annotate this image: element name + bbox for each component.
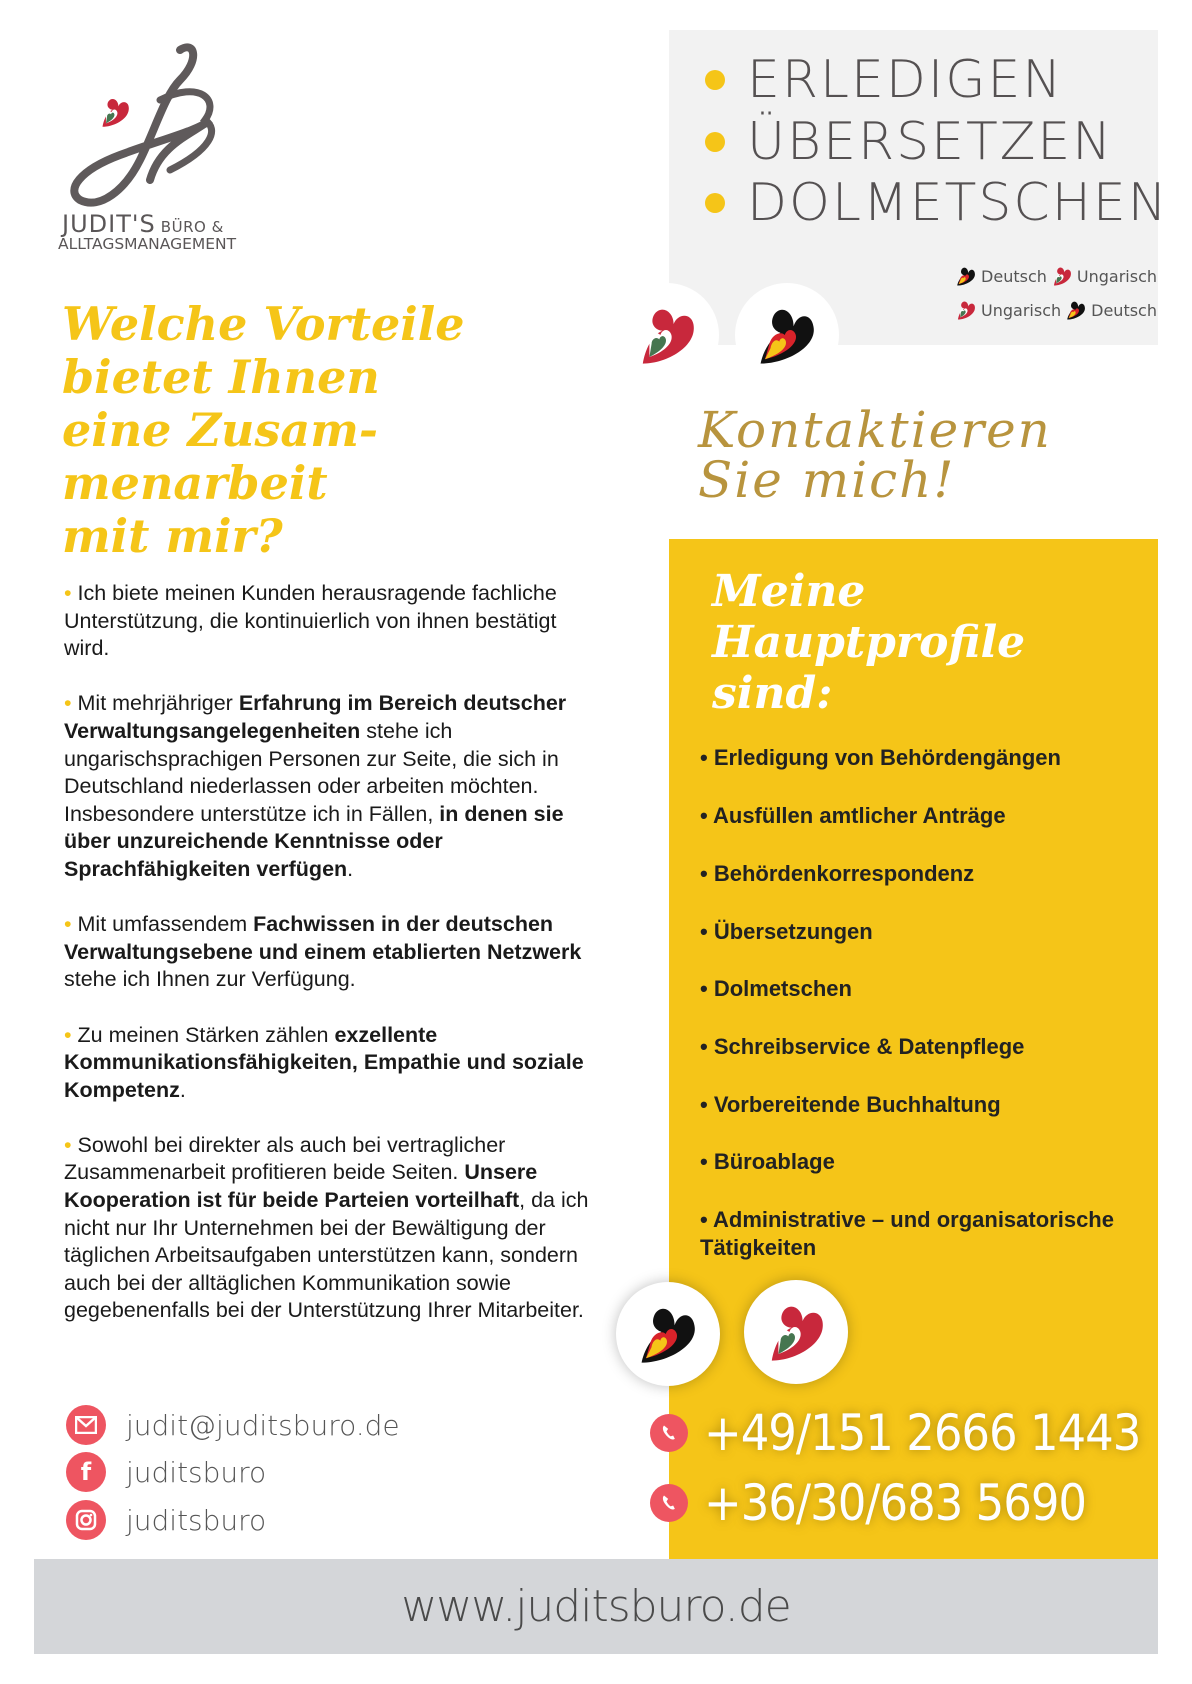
benefits-heading — [62, 298, 542, 563]
benefit-paragraph — [64, 580, 589, 663]
phone-text: +36/30/683 5690 — [704, 1474, 1087, 1532]
language-to: Deutsch — [1091, 300, 1157, 320]
language-pair — [955, 299, 1157, 321]
profile-item: • Büroablage — [700, 1149, 835, 1174]
website-link[interactable]: www.juditsburo.de — [401, 1581, 791, 1632]
text: Mit umfassendem — [77, 912, 254, 937]
german-heart-icon — [955, 265, 977, 287]
facebook-contact[interactable] — [66, 1452, 266, 1492]
bullet-icon: • — [64, 1022, 78, 1047]
logo-line2: ALLTAGSMANAGEMENT — [58, 235, 237, 253]
profile-item: • Administrative – und organisatorische Tätigkeiten — [700, 1207, 1114, 1260]
text: . — [347, 856, 354, 881]
hungarian-heart-badge — [744, 1280, 848, 1384]
service-item — [705, 112, 1113, 172]
heading-line: Sie mich! — [698, 451, 956, 509]
bullet-icon — [705, 193, 725, 213]
heading-line: mit mir? — [62, 509, 283, 563]
facebook-icon: f — [66, 1452, 106, 1492]
service-label: ÜBERSETZEN — [747, 112, 1114, 172]
heading-line: Hauptprofile — [712, 617, 1026, 668]
bullet-icon: • — [64, 1132, 78, 1157]
heading-line: bietet Ihnen — [62, 350, 380, 404]
logo-suffix: BÜRO & — [160, 218, 224, 236]
text: Mit mehrjähriger — [77, 691, 239, 716]
instagram-icon — [66, 1500, 106, 1540]
benefit-paragraph — [64, 911, 589, 994]
profile-item: • Übersetzungen — [700, 919, 873, 944]
bold-text: exzellente Kommunikationsfähigkeiten, Empathie und soziale Kompetenz — [64, 1022, 584, 1102]
facebook-text: juditsburo — [126, 1455, 267, 1489]
text: Sowohl bei direkter als auch bei vertraglicher Zusammenarbeit profitieren beide Seiten. — [64, 1132, 506, 1185]
profile-item: • Dolmetschen — [700, 976, 852, 1001]
heading-line: menarbeit — [62, 456, 328, 510]
language-pair — [955, 265, 1157, 287]
benefit-paragraph — [64, 1022, 589, 1105]
text: stehe ich ungarischsprachigen Personen zur Seite, die sich in Deutschland niederlassen oder arbeiten möchten. Insbesondere unterstütze ich in Fällen, — [64, 718, 559, 826]
text: , da ich nicht nur Ihr Unternehmen bei der Bewältigung der täglichen Arbeitsaufgaben unterstützen kann, sondern auch bei der alltäglichen Kommunikation sowie gegebenenfalls bei der Unterstützung Ihrer Mitarbeiter. — [64, 1188, 589, 1323]
profile-item: • Erledigung von Behördengängen — [700, 745, 1061, 770]
profile-item: • Behördenkorrespondenz — [700, 861, 975, 886]
heading-line: sind: — [712, 668, 833, 719]
profile-item: • Vorbereitende Buchhaltung — [700, 1092, 1001, 1117]
german-heart-badge — [735, 283, 839, 387]
logo-text — [58, 210, 237, 253]
bullet-icon — [705, 70, 725, 90]
profile-item: • Schreibservice & Datenpflege — [700, 1034, 1025, 1059]
hungarian-heart-icon — [1051, 265, 1073, 287]
benefit-paragraph — [64, 1132, 589, 1325]
language-to: Ungarisch — [1076, 266, 1157, 286]
german-heart-icon — [754, 302, 820, 368]
heading-line: eine Zusam- — [62, 403, 378, 457]
phone-icon — [650, 1414, 688, 1452]
hungarian-heart-badge — [615, 283, 719, 387]
heading-line: Kontaktieren — [698, 401, 1052, 459]
text: Zu meinen Stärken zählen — [77, 1022, 335, 1047]
language-from: Ungarisch — [981, 300, 1062, 320]
phone-number[interactable] — [650, 1404, 1140, 1462]
hungarian-heart-icon — [955, 299, 977, 321]
bullet-icon: • — [64, 691, 78, 716]
phone-icon — [650, 1484, 688, 1522]
service-label: ERLEDIGEN — [747, 50, 1064, 110]
profile-item: • Ausfüllen amtlicher Anträge — [700, 803, 1006, 828]
german-heart-badge — [616, 1282, 720, 1386]
heading-line: Welche Vorteile — [62, 297, 465, 351]
logo-monogram-icon — [60, 40, 270, 220]
logo-name: JUDIT'S — [62, 210, 156, 238]
bullet-icon: • — [64, 581, 78, 605]
bold-text: in denen sie über unzureichende Kenntnisse oder Sprachfähigkeiten verfügen — [64, 801, 564, 881]
bold-text: Unsere Kooperation ist für beide Parteien vorteilhaft — [64, 1160, 538, 1213]
instagram-text: juditsburo — [126, 1503, 267, 1537]
heading-line: Meine — [712, 566, 866, 617]
benefit-paragraph — [64, 690, 589, 883]
german-heart-icon — [635, 1301, 701, 1367]
language-from: Deutsch — [981, 266, 1047, 286]
bullet-icon — [705, 132, 725, 152]
german-heart-icon — [1065, 299, 1087, 321]
email-text: judit@juditsburo.de — [126, 1408, 400, 1442]
service-item — [705, 173, 1169, 233]
phone-number[interactable] — [650, 1474, 1086, 1532]
bullet-icon: • — [64, 912, 78, 937]
benefits-text — [64, 580, 589, 1353]
hungarian-heart-icon — [763, 1299, 829, 1365]
hungarian-heart-icon — [634, 302, 700, 368]
service-item — [705, 50, 1063, 110]
profiles-heading — [712, 566, 1025, 719]
email-contact[interactable] — [66, 1405, 400, 1445]
text: . — [179, 1077, 186, 1102]
email-icon — [66, 1405, 106, 1445]
instagram-contact[interactable] — [66, 1500, 266, 1540]
bold-text: Fachwissen in der deutschen Verwaltungsebene und einem etablierten Netzwerk — [64, 912, 582, 964]
text: Ich biete meinen Kunden herausragende fachliche Unterstützung, die kontinuierlich von ihnen bestätigt wird. — [64, 581, 557, 661]
text: stehe ich Ihnen zur Verfügung. — [64, 967, 356, 992]
footer — [34, 1559, 1158, 1654]
service-label: DOLMETSCHEN — [747, 173, 1169, 233]
contact-heading — [698, 401, 1052, 509]
phone-text: +49/151 2666 1443 — [704, 1404, 1141, 1462]
bold-text: Erfahrung im Bereich deutscher Verwaltungsangelegenheiten — [64, 691, 567, 743]
